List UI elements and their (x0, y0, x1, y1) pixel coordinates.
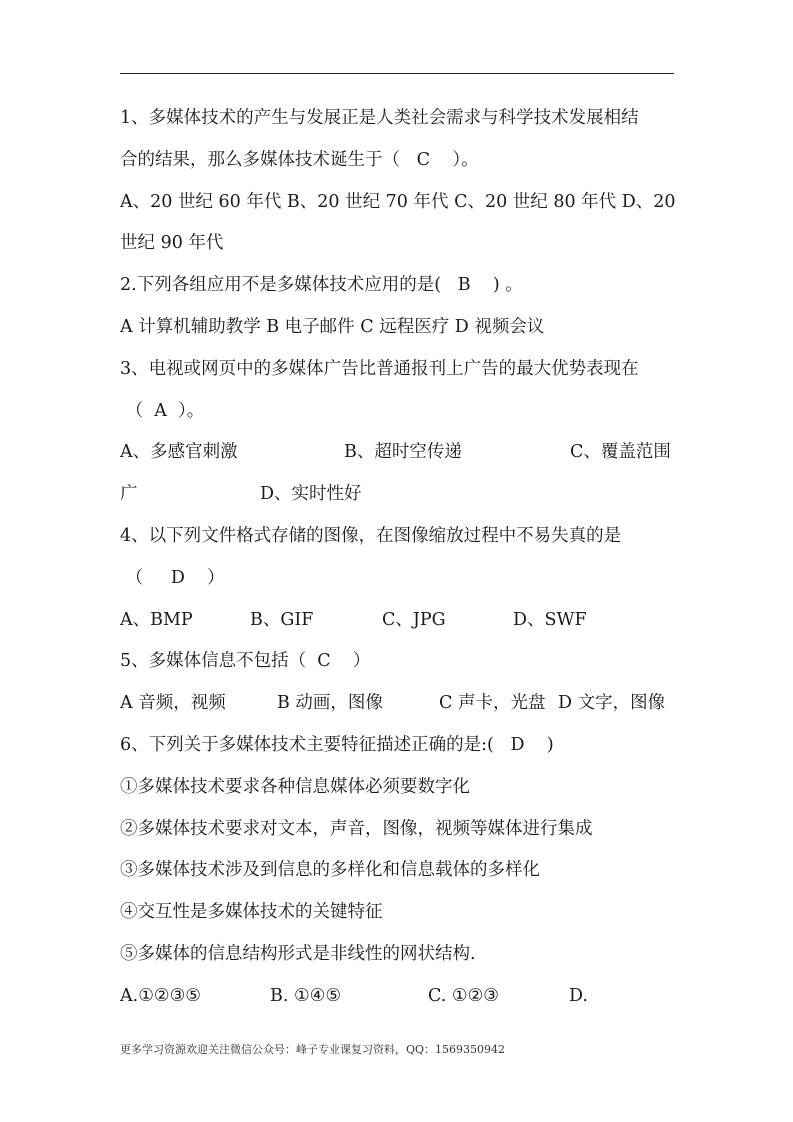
q6-question: 6、下列关于多媒体技术主要特征描述正确的是:( D ) (120, 734, 554, 755)
q3-option-a: A、多感官刺激 (120, 442, 238, 463)
q3-question-line-2: （ A ）。 (120, 400, 205, 421)
q4-option-d: D、SWF (513, 609, 587, 630)
q1-question-line-2: 合的结果，那么多媒体技术诞生于（ C ）。 (120, 149, 479, 170)
header-rule (120, 73, 674, 74)
q3-option-d: D、实时性好 (260, 484, 362, 505)
q6-statement-4: ④交互性是多媒体技术的关键特征 (120, 902, 383, 923)
footer-note: 更多学习资源欢迎关注微信公众号：峰子专业课复习资料，QQ：1569350942 (120, 1043, 506, 1056)
q3-options-line-1 (120, 432, 676, 474)
q6-statement-1: ①多媒体技术要求各种信息媒体必须要数字化 (120, 776, 470, 797)
q2-question: 2.下列各组应用不是多媒体技术应用的是( B ) 。 (120, 275, 523, 296)
q1-question-line-1: 1、多媒体技术的产生与发展正是人类社会需求与科学技术发展相结 (120, 108, 639, 128)
q3-option-b: B、超时空传递 (344, 442, 462, 463)
q4-question-line-1: 4、以下列文件格式存储的图像，在图像缩放过程中不易失真的是 (120, 525, 622, 546)
q2-options: A 计算机辅助教学 B 电子邮件 C 远程医疗 D 视频会议 (120, 316, 545, 337)
q5-question: 5、多媒体信息不包括（ C ） (120, 651, 371, 672)
q6-options (120, 976, 676, 1018)
q3-option-c: C、覆盖范围 (570, 442, 671, 463)
q4-option-c: C、JPG (382, 609, 446, 630)
q6-statement-3: ③多媒体技术涉及到信息的多样化和信息载体的多样化 (120, 860, 540, 881)
q5-options (120, 683, 676, 725)
q5-option-d: D 文字，图像 (558, 693, 666, 714)
q4-options (120, 600, 676, 642)
q6-statement-2: ②多媒体技术要求对文本，声音，图像，视频等媒体进行集成 (120, 818, 593, 839)
q5-option-b: B 动画，图像 (277, 693, 383, 714)
q3-question-line-1: 3、电视或网页中的多媒体广告比普通报刊上广告的最大优势表现在 (120, 358, 639, 379)
q6-option-b: B. ①④⑤ (270, 985, 342, 1006)
q6-option-c: C. ①②③ (428, 985, 499, 1006)
q3-option-c-continued: 广 (120, 484, 138, 505)
q6-option-a: A.①②③⑤ (120, 985, 201, 1006)
q5-option-a: A 音频，视频 (120, 693, 226, 714)
q4-option-b: B、GIF (250, 609, 314, 630)
q6-statement-5: ⑤多媒体的信息结构形式是非线性的网状结构. (120, 943, 476, 964)
q1-options-line-1: A、20 世纪 60 年代 B、20 世纪 70 年代 C、20 世纪 80 年代 D、20 (120, 191, 676, 212)
document-body (120, 98, 676, 1018)
q4-option-a: A、BMP (120, 609, 193, 630)
q1-options-line-2: 世纪 90 年代 (120, 233, 224, 254)
q4-question-line-2: （ D ） (120, 567, 225, 588)
q3-options-line-2 (120, 474, 676, 516)
q5-option-c: C 声卡，光盘 (439, 693, 546, 714)
q6-option-d: D. (569, 985, 588, 1006)
